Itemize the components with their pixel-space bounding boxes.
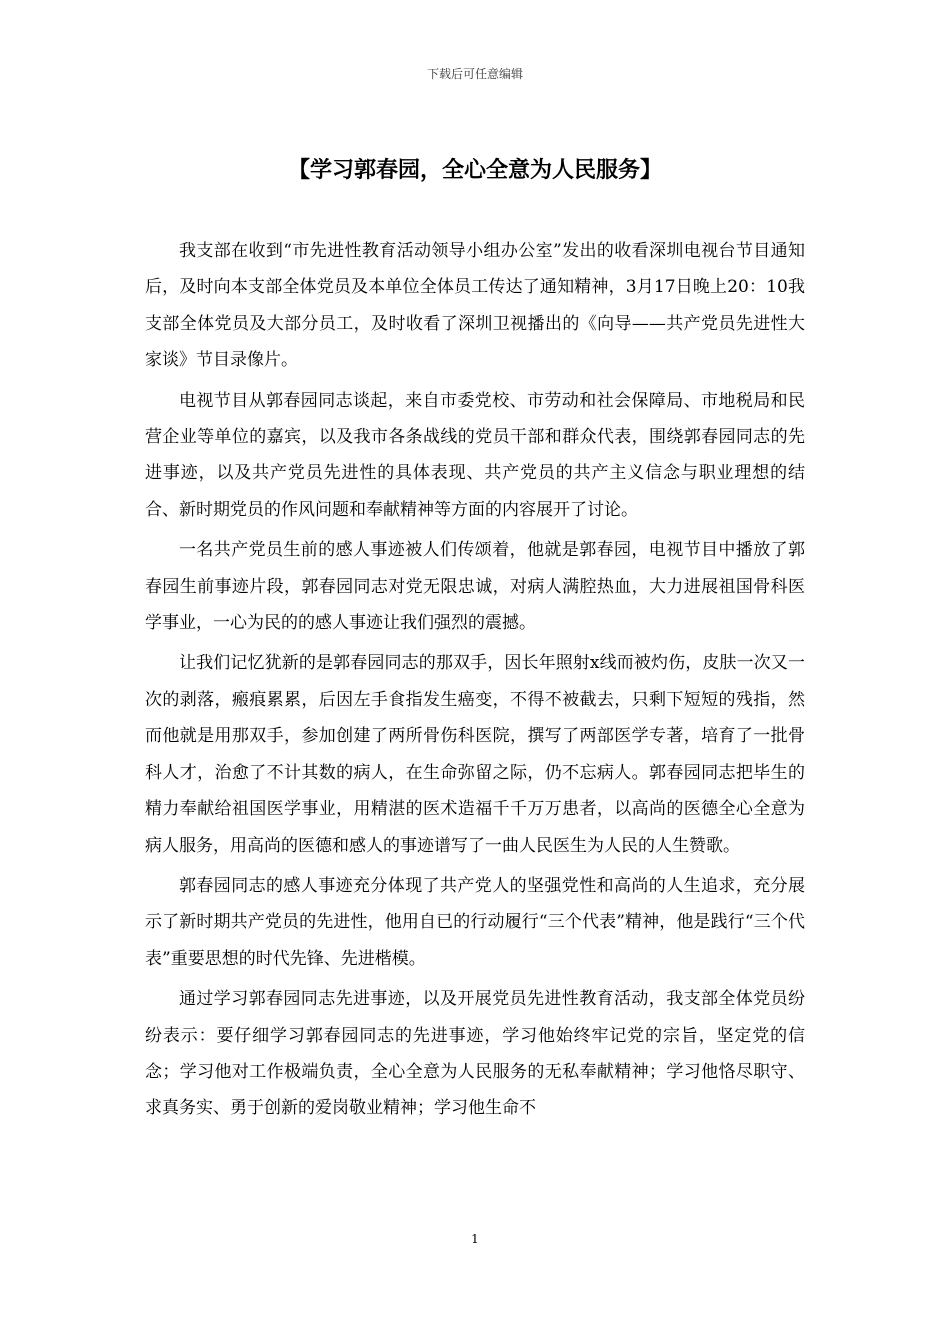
body-paragraph-6: 通过学习郭春园同志先进事迹，以及开展党员先进性教育活动，我支部全体党员纷纷表示：要仔细学习郭春园同志的先进事迹，学习他始终牢记党的宗旨，坚定党的信念；学习他对工作极端负责，全心全意为人民服务的无私奉献精神；学习他恪尽职守、求真务实、勇于创新的爱岗敬业精神；学习他生命不 xyxy=(145,989,805,1119)
page-header-note: 下载后可任意编辑 xyxy=(426,67,523,81)
document-title: 【学习郭春园，全心全意为人民服务】 xyxy=(287,157,662,183)
body-paragraph-4: 让我们记忆犹新的是郭春园同志的那双手，因长年照射x线而被灼伤，皮肤一次又一次的剥落，瘢痕累累，后因左手食指发生癌变，不得不被截去，只剩下短短的残指，然而他就是用那双手，参加创建了两所骨伤科医院，撰写了两部医学专著，培育了一批骨科人才，治愈了不计其数的病人，在生命弥留之际，仍不忘病人。郭春园同志把毕生的精力奉献给祖国医学事业，用精湛的医术造福千千万万患者，以高尚的医德全心全意为病人服务，用高尚的医德和感人的事迹谱写了一曲人民医生为人民的人生赞歌。 xyxy=(145,653,805,856)
body-paragraph-2: 电视节目从郭春园同志谈起，来自市委党校、市劳动和社会保障局、市地税局和民营企业等单位的嘉宾，以及我市各条战线的党员干部和群众代表，围绕郭春园同志的先进事迹，以及共产党员先进性的具体表现、共产党员的共产主义信念与职业理想的结合、新时期党员的作风问题和奉献精神等方面的内容展开了讨论。 xyxy=(145,390,805,520)
body-paragraph-1: 我支部在收到“市先进性教育活动领导小组办公室”发出的收看深圳电视台节目通知后，及时向本支部全体党员及本单位全体员工传达了通知精神，3月17日晚上20：10我支部全体党员及大部分员工，及时收看了深圳卫视播出的《向导——共产党员先进性大家谈》节目录像片。 xyxy=(145,241,805,371)
body-paragraph-5: 郭春园同志的感人事迹充分体现了共产党人的坚强党性和高尚的人生追求，充分展示了新时期共产党员的先进性，他用自已的行动履行“三个代表”精神，他是践行“三个代表”重要思想的时代先锋、先进楷模。 xyxy=(145,875,805,969)
body-paragraph-3: 一名共产党员生前的感人事迹被人们传颂着，他就是郭春园，电视节目中播放了郭春园生前事迹片段，郭春园同志对党无限忠诚，对病人满腔热血，大力进展祖国骨科医学事业，一心为民的的感人事迹让我们强烈的震撼。 xyxy=(145,540,805,634)
document-body xyxy=(145,233,805,1131)
page-number: 1 xyxy=(471,1232,479,1246)
